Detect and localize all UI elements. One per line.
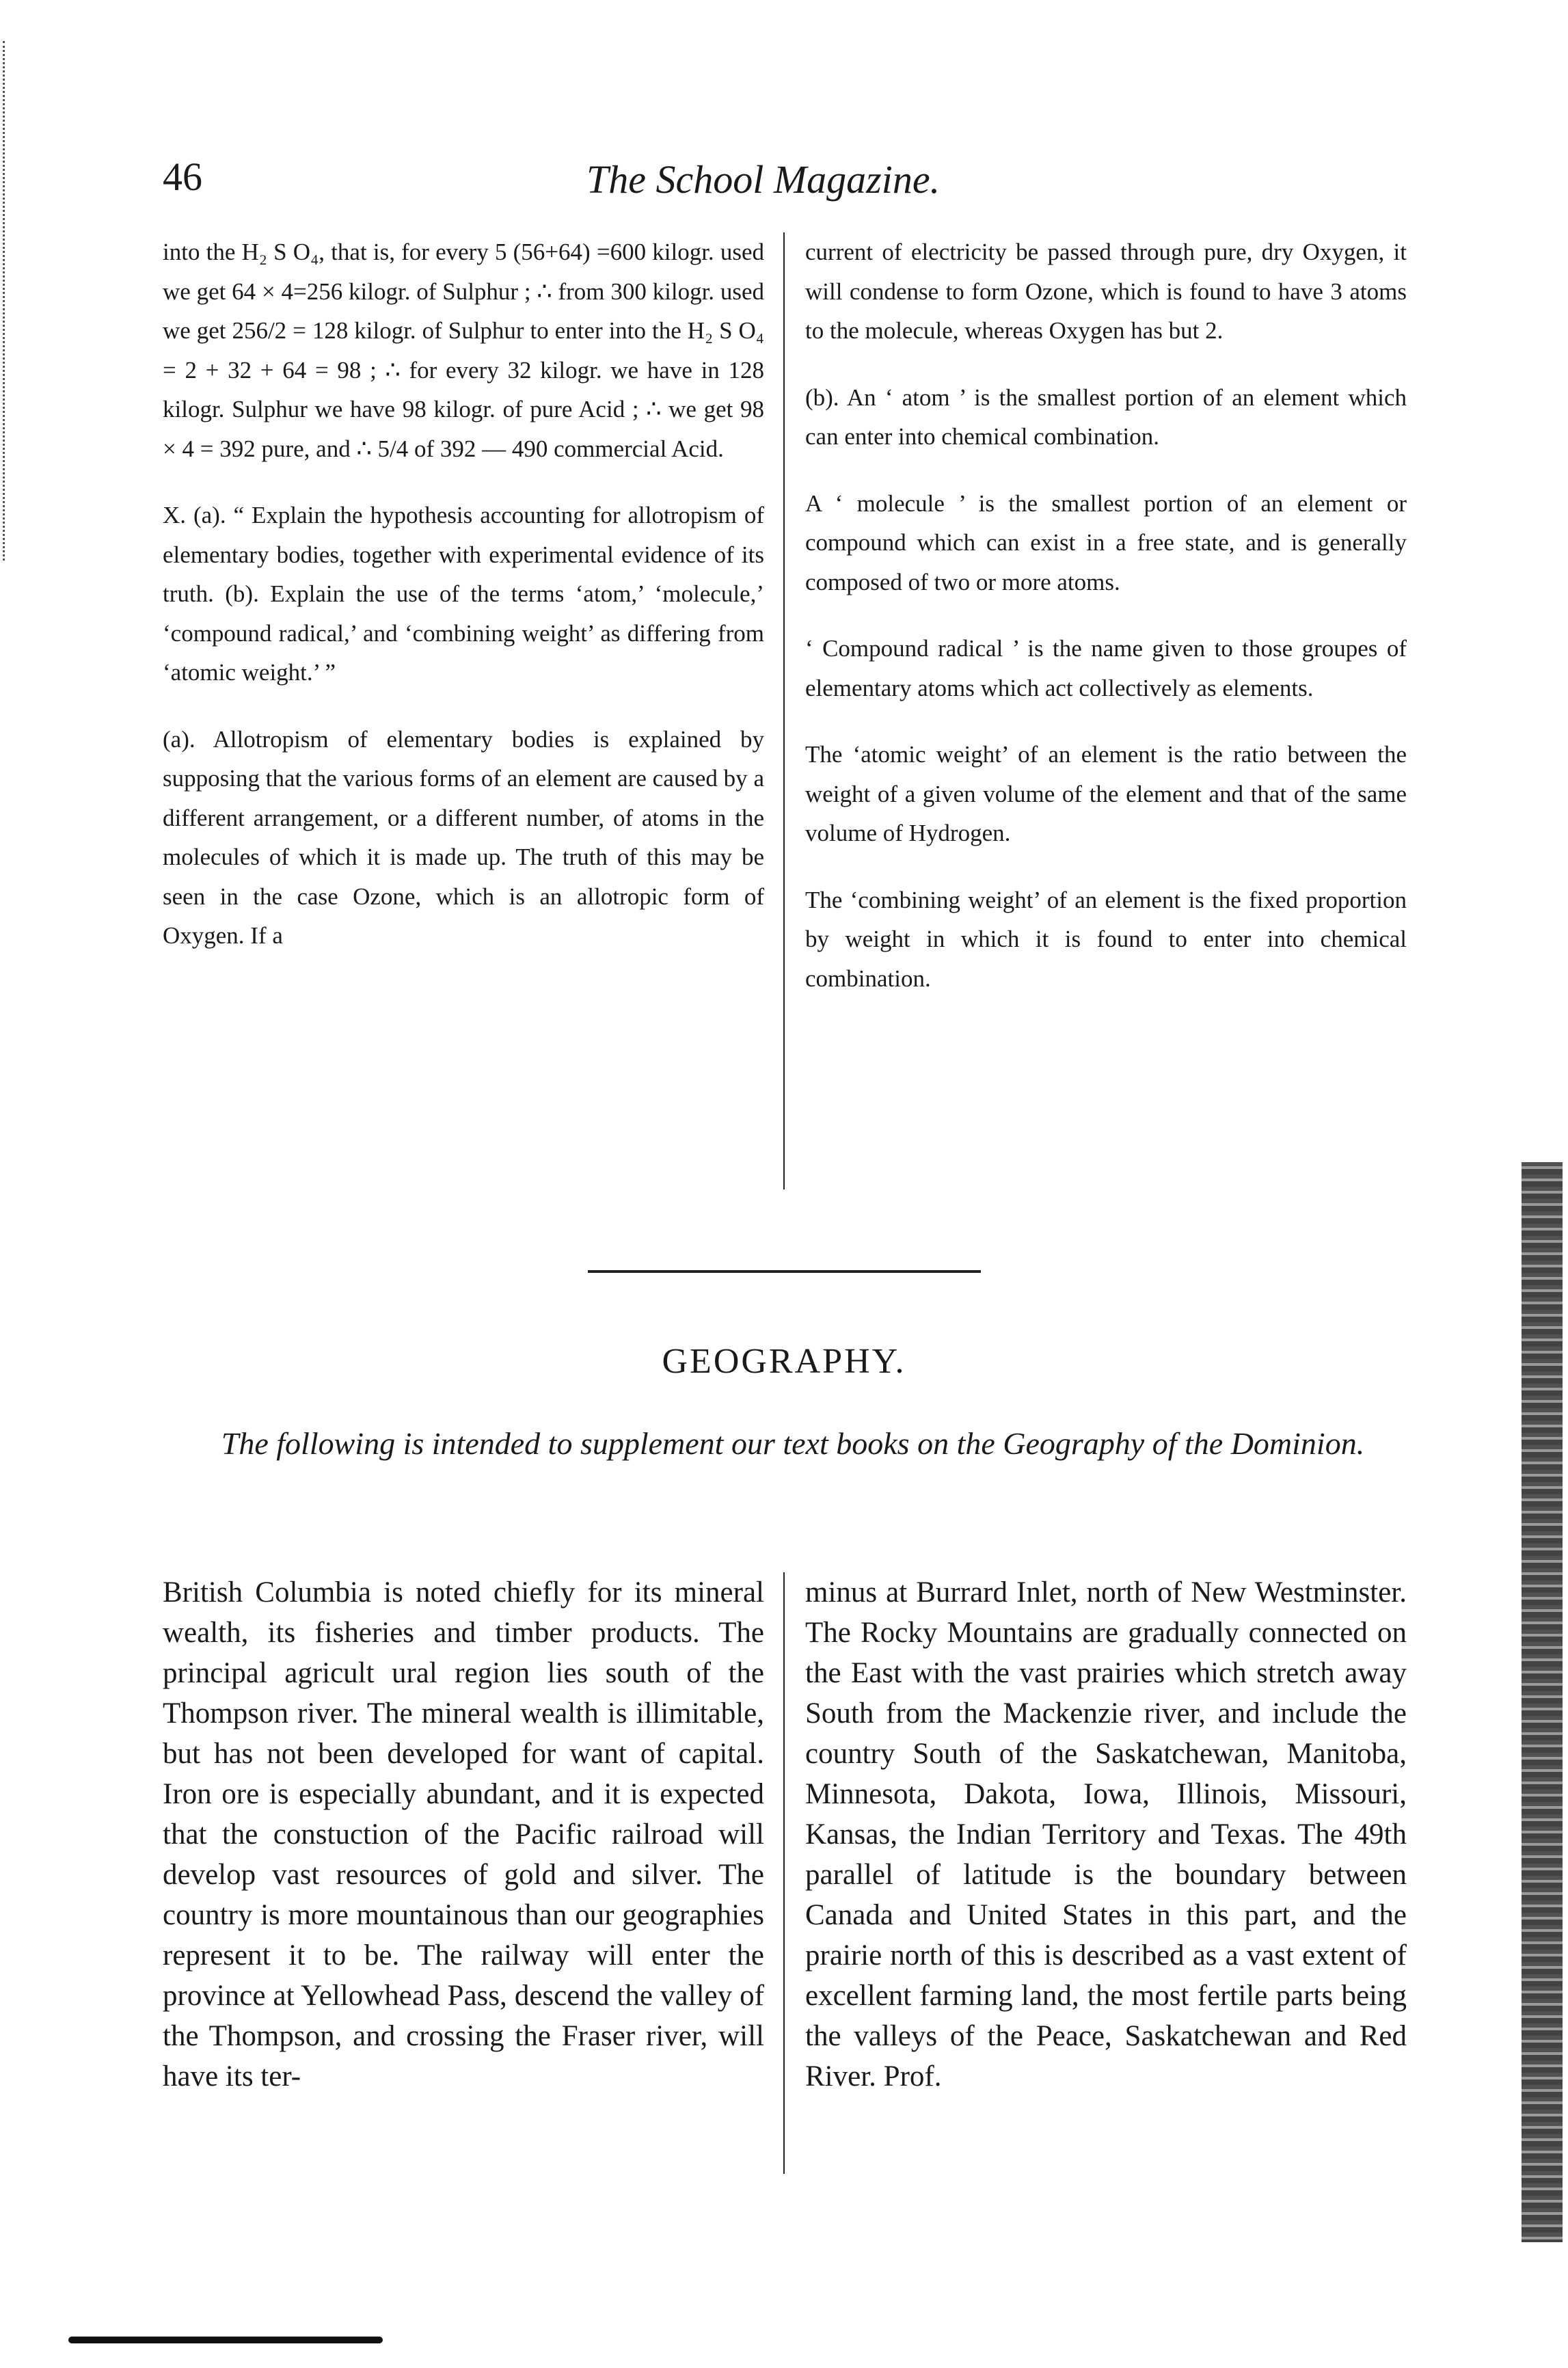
- atom-definition: (b). An ‘ atom ’ is the smallest portion of an element which can enter into chemical combination.: [805, 384, 1407, 450]
- left-column: [163, 232, 764, 956]
- compound-radical-definition: ‘ Compound radical ’ is the name given to those groupes of elementary atoms which act collectively as elements.: [805, 635, 1407, 701]
- geography-text: [163, 1572, 1420, 2188]
- chemistry-answers: [163, 232, 1420, 1189]
- calculation-paragraph: into the H₂ S O₄, that is, for every 5 (56+64) =600 kilogr. used we get 64 × 4=256 kilogr. of Sulphur ; ∴ from 300 kilogr. used we get 256/2 = 128 kilogr. of Sulphur to enter into the H₂ S O₄ = 2 + 32 + 64 = 98 ; ∴ for every 32 kilogr. we have in 128 kilogr. Sulphur we have 98 kilogr. of pure Acid ; ∴ we get 98 × 4 = 392 pure, and ∴ 5/4 of 392 — 490 commercial Acid.: [163, 239, 764, 462]
- geography-column-divider: [783, 1572, 785, 2174]
- running-title: The School Magazine.: [586, 157, 941, 202]
- page-header: [163, 154, 1407, 208]
- molecule-definition: A ‘ molecule ’ is the smallest portion of an element or compound which can exist in a free state, and is generally composed of two or more atoms.: [805, 489, 1407, 595]
- page-number: 46: [163, 154, 202, 199]
- section-title: GEOGRAPHY.: [662, 1342, 906, 1381]
- atomic-weight-definition: The ‘atomic weight’ of an element is the ratio between the weight of a given volume of the element and that of the same volume of Hydrogen.: [805, 741, 1407, 846]
- geography-left-column: [163, 1572, 764, 2097]
- allotropism-paragraph: (a). Allotropism of elementary bodies is explained by supposing that the various forms of an element are caused by a different arrangement, or a different number, of atoms in the molecules of which it is made up. The truth of this may be seen in the case Ozone, which is an allotropic form of Oxygen. If a: [163, 725, 764, 949]
- scan-binding-edge: [1522, 1162, 1563, 2242]
- geography-right-column: [805, 1572, 1407, 2097]
- right-column: [805, 232, 1407, 998]
- scan-smudge: [68, 2337, 383, 2343]
- section-subtitle: The following is intended to supplement our text books on the Geography of the Dominion.: [221, 1426, 1365, 1461]
- british-columbia-paragraph: British Columbia is noted chiefly for its mineral wealth, its fisheries and timber products. The principal agricult ural region lies south of the Thompson river. The mineral wealth is illimitable, but has not been developed for want of capital. Iron ore is especially abundant, and it is expected that the constuction of the Pacific railroad will develop vast resources of gold and silver. The country is more mountainous than our geographies represent it to be. The railway will enter the province at Yellowhead Pass, descend the valley of the Thompson, and crossing the Fraser river, will have its ter-: [163, 1576, 764, 2093]
- section-rule: [588, 1270, 981, 1273]
- prairies-paragraph: minus at Burrard Inlet, north of New Westminster. The Rocky Mountains are gradually connected on the East with the vast prairies which stretch away South from the Mackenzie river, and include the country South of the Saskatchewan, Manitoba, Minnesota, Dakota, Iowa, Illinois, Missouri, Kansas, the Indian Territory and Texas. The 49th parallel of latitude is the boundary between Canada and United States in this part, and the prairie north of this is described as a vast extent of excellent farming land, the most fertile parts being the valleys of the Peace, Saskatchewan and Red River. Prof.: [805, 1576, 1407, 2093]
- question-x-paragraph: X. (a). “ Explain the hypothesis accounting for allotropism of elementary bodies, together with experimental evidence of its truth. (b). Explain the use of the terms ‘atom,’ ‘molecule,’ ‘compound radical,’ and ‘combining weight’ as differing from ‘atomic weight.’ ”: [163, 502, 764, 686]
- combining-weight-definition: The ‘combining weight’ of an element is the fixed proportion by weight in which it is found to enter into chemical combination.: [805, 886, 1407, 992]
- ozone-paragraph: current of electricity be passed through pure, dry Oxygen, it will condense to form Ozone, which is found to have 3 atoms to the molecule, whereas Oxygen has but 2.: [805, 239, 1407, 344]
- column-divider: [783, 232, 785, 1189]
- scan-edge-marks: [3, 41, 25, 561]
